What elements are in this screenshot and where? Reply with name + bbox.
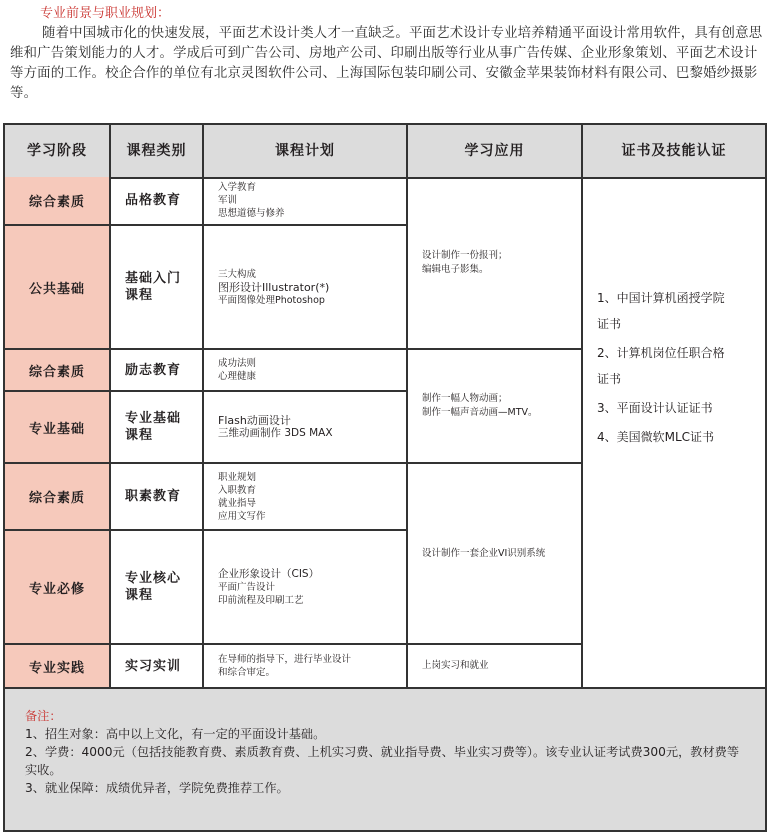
stage-cell: 专业必修 [5,531,111,645]
category-cell: 基础入门 课程 [111,226,204,350]
header-category: 课程类别 [111,125,204,177]
category-cell: 励志教育 [111,350,204,392]
stage-cell: 专业实践 [5,645,111,687]
header-certificate: 证书及技能认证 [621,143,727,159]
category-cell: 专业核心 课程 [111,531,204,645]
certificate-item: 2、计算机岗位任职合格 证书 [597,346,725,386]
stage-cell: 综合素质 [5,350,111,392]
category-cell: 职素教育 [111,464,204,531]
intro-body: 随着中国城市化的快速发展，平面艺术设计类人才一直缺乏。平面艺术设计专业培养精通平面设计常用软件，具有创意思维和广告策划能力的人才。学成后可到广告公司、房地产公司、印刷出版等行业从事广告传媒、企业形象策划、平面艺术设计等方面的工作。校企合作的单位有北京灵图软件公司、上海国际包装印刷公司、安徽金苹果装饰材料有限公司、巴黎婚纱摄影等。 [10,26,763,101]
header-stage: 学习阶段 [5,125,111,177]
plan-cell: 职业规划 入职教育 就业指导 应用文写作 [204,464,408,531]
notes-section [3,689,767,832]
certificate-cell [583,177,765,687]
note-item: 3、就业保障：成绩优异者，学院免费推荐工作。 [25,781,289,795]
header-plan: 课程计划 [204,125,408,177]
stage-cell: 综合素质 [5,177,111,226]
plan-cell: 企业形象设计（CIS） 平面广告设计 印前流程及印刷工艺 [204,531,408,645]
plan-cell: 三大构成 图形设计Illustrator(*) 平面图像处理Photoshop [204,226,408,350]
plan-cell: 成功法则 心理健康 [204,350,408,392]
note-item: 1、招生对象：高中以上文化，有一定的平面设计基础。 [25,727,326,741]
category-cell: 专业基础 课程 [111,392,204,464]
certificate-item: 4、美国微软MLC证书 [597,430,715,444]
note-item: 2、学费：4000元（包括技能教育费、素质教育费、上机实习费、就业指导费、毕业实习费等）。该专业认证考试费300元，教材费等实收。 [25,745,740,777]
category-cell: 实习实训 [111,645,204,687]
plan-cell: 入学教育 军训 思想道德与修养 [204,177,408,226]
stage-cell: 专业基础 [5,392,111,464]
category-cell: 品格教育 [111,177,204,226]
application-cell: 上岗实习和就业 [408,645,583,687]
plan-cell: Flash动画设计 三维动画制作 3DS MAX [204,392,408,464]
certificate-item: 1、中国计算机函授学院 证书 [597,291,725,331]
curriculum-table [3,123,767,689]
intro-heading: 专业前景与职业规划： [40,6,171,21]
table-header [5,125,765,179]
intro-section [10,4,765,104]
application-cell: 制作一幅人物动画； 制作一幅声音动画—MTV。 [408,350,583,464]
certificate-item: 3、平面设计认证证书 [597,401,713,415]
plan-cell: 在导师的指导下，进行毕业设计 和综合审定。 [204,645,408,687]
notes-title: 备注： [25,709,62,723]
header-application: 学习应用 [408,125,583,177]
application-cell: 设计制作一套企业VI识别系统 [408,464,583,645]
stage-cell: 公共基础 [5,226,111,350]
application-cell: 设计制作一份报刊； 编辑电子影集。 [408,177,583,350]
stage-cell: 综合素质 [5,464,111,531]
